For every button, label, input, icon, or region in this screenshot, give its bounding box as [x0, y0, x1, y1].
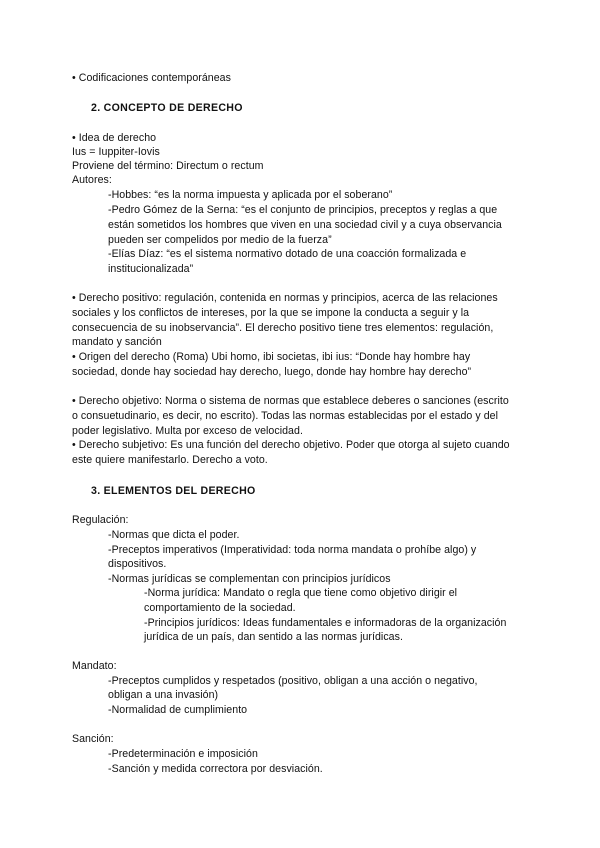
mandato-item: -Normalidad de cumplimiento	[108, 704, 248, 716]
derecho-objetivo-line-2: o consuetudinario, es decir, no escrito). Todas las normas establecidas por el estado y del	[72, 410, 498, 422]
derecho-objetivo-line-3: poder legislativo. Multa por exceso de velocidad.	[72, 425, 303, 437]
bullet-codificaciones: • Codificaciones contemporáneas	[72, 72, 231, 84]
sancion-label: Sanción:	[72, 733, 114, 745]
regulacion-item: -Normas que dicta el poder.	[108, 529, 240, 541]
author-gomez-line-1: -Pedro Gómez de la Serna: “es el conjunto de principios, preceptos y reglas a que	[108, 204, 498, 216]
mandato-label: Mandato:	[72, 660, 117, 672]
regulacion-subitem: -Norma jurídica: Mandato o regla que tiene como objetivo dirigir el	[144, 587, 458, 599]
regulacion-subitem: -Principios jurídicos: Ideas fundamentales e informadoras de la organización	[144, 617, 507, 629]
bullet-idea-derecho: • Idea de derecho	[72, 132, 157, 144]
ius-line: Ius = Iuppiter-Iovis	[72, 146, 160, 158]
sancion-item: -Sanción y medida correctora por desviación.	[108, 763, 323, 775]
regulacion-item: -Normas jurídicas se complementan con principios jurídicos	[108, 573, 391, 585]
author-diaz-line-2: institucionalizada”	[108, 263, 194, 275]
author-gomez-line-2: están sometidos los hombres que viven en una sociedad civil y a cuya observancia	[108, 219, 502, 231]
mandato-item: -Preceptos cumplidos y respetados (positivo, obligan a una acción o negativo,	[108, 675, 478, 687]
derecho-subjetivo-line-1: • Derecho subjetivo: Es una función del derecho objetivo. Poder que otorga al sujeto cuando	[72, 439, 510, 451]
derecho-subjetivo-line-2: este quiere manifestarlo. Derecho a voto.	[72, 454, 268, 466]
regulacion-subitem: jurídica de un país, dan sentido a las normas jurídicas.	[144, 631, 403, 643]
derecho-positivo-line-3: consecuencia de su inobservancia”. El derecho positivo tiene tres elementos: regulación,	[72, 322, 494, 334]
origen-derecho-line-1: • Origen del derecho (Roma) Ubi homo, ibi societas, ibi ius: “Donde hay hombre hay	[72, 351, 471, 363]
author-hobbes: -Hobbes: “es la norma impuesta y aplicada por el soberano”	[108, 189, 393, 201]
section-3-heading: 3. ELEMENTOS DEL DERECHO	[91, 485, 256, 497]
regulacion-item: -Preceptos imperativos (Imperatividad: toda norma mandata o prohíbe algo) y	[108, 544, 477, 556]
section-2-heading: 2. CONCEPTO DE DERECHO	[91, 102, 243, 114]
sancion-item: -Predeterminación e imposición	[108, 748, 258, 760]
derecho-objetivo-line-1: • Derecho objetivo: Norma o sistema de normas que establece deberes o sanciones (escrito	[72, 395, 509, 407]
derecho-positivo-line-4: mandato y sanción	[72, 336, 162, 348]
author-gomez-line-3: pueden ser compelidos por medio de la fuerza”	[108, 234, 332, 246]
autores-label: Autores:	[72, 174, 112, 186]
regulacion-label: Regulación:	[72, 514, 129, 526]
regulacion-subitem: comportamiento de la sociedad.	[144, 602, 296, 614]
derecho-positivo-line-2: sociales y los conflictos de intereses, por la que se impone la conducta a seguir y la	[72, 307, 470, 319]
proviene-line: Proviene del término: Directum o rectum	[72, 160, 264, 172]
derecho-positivo-line-1: • Derecho positivo: regulación, contenida en normas y principios, acerca de las relaciones	[72, 292, 498, 304]
regulacion-item: dispositivos.	[108, 558, 167, 570]
origen-derecho-line-2: sociedad, donde hay sociedad hay derecho, luego, donde hay hombre hay derecho”	[72, 366, 472, 378]
author-diaz-line-1: -Elías Díaz: “es el sistema normativo dotado de una coacción formalizada e	[108, 248, 467, 260]
mandato-item: obligan a una invasión)	[108, 689, 219, 701]
